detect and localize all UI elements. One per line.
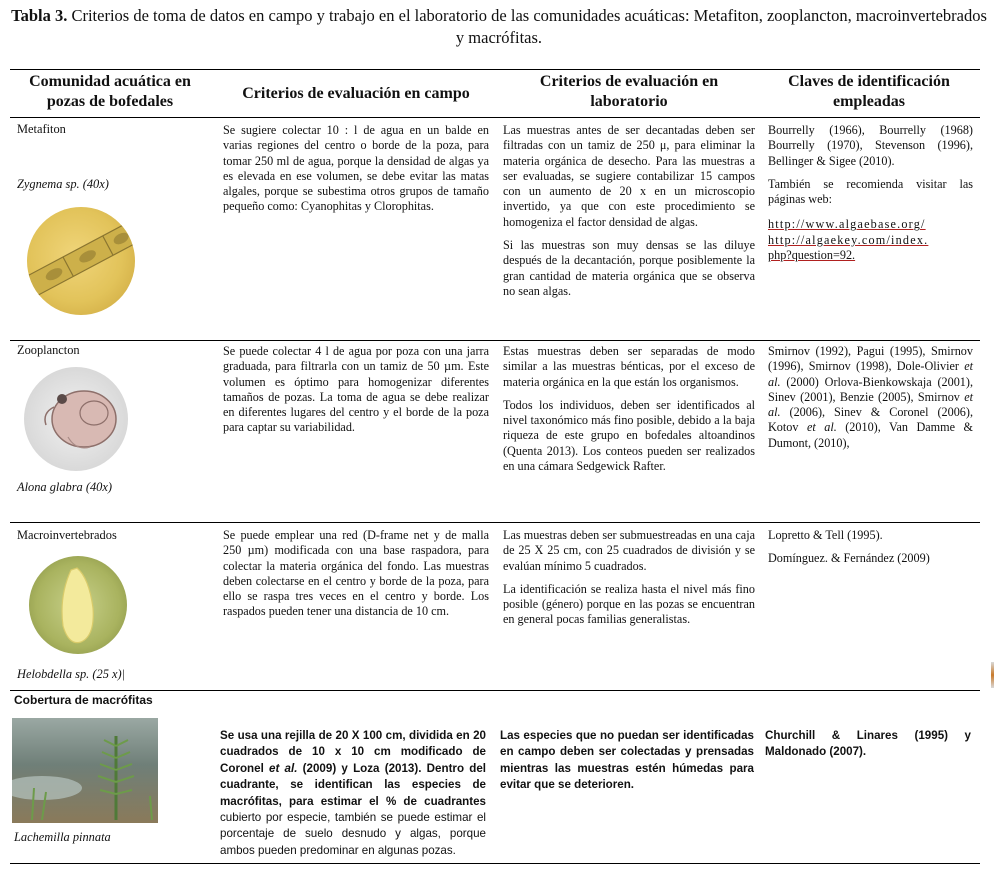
row-name-macroinvertebrados: Macroinvertebrados [17, 528, 117, 542]
zooplancton-claves-part-b: (2000) Orlova-Bienkowskaja (2001), Sinev (2001), Benzie (2005), Smirnov [768, 374, 973, 404]
zooplancton-laboratorio [503, 344, 755, 482]
et-al-1: et al. [768, 359, 973, 389]
macro-claves-p2: Domínguez. & Fernández (2009) [768, 551, 930, 566]
caption-text: Criterios de toma de datos en campo y trabajo en el laboratorio de las comunidades acuáticas: Metafiton, zooplancton, macroinvertebrados y macrófitas. [71, 6, 987, 47]
zooplancton-lab-p1: Estas muestras deben ser separadas de modo similar a las muestras bénticas, por el exceso de materia orgánica en la que están los organismos. [503, 344, 755, 389]
image-caption-helobdella: Helobdella sp. (25 x)| [17, 667, 126, 681]
zooplancton-lab-p2: Todos los individuos, deben ser identificados al nivel taxonómico más fino posible, debido a la baja riqueza de este grupo en bofedales altoandinos (Quenta 2013). Los conteos pueden ser realizados en una cámara Sedgewick Rafter. [503, 397, 755, 474]
row-rule-1 [10, 340, 980, 341]
image-caption-lachemilla: Lachemilla pinnata [14, 830, 111, 844]
header-laboratorio: Criterios de evaluación en laboratorio [539, 73, 719, 110]
caption-label: Tabla 3. [11, 6, 68, 25]
helobdella-illustration [29, 556, 127, 654]
helobdella-photo [29, 556, 127, 654]
alona-photo [24, 367, 128, 471]
macro-claves-p1: Lopretto & Tell (1995). [768, 528, 883, 542]
header-comunidad: Comunidad acuática en pozas de bofedales [29, 73, 191, 110]
zooplancton-campo: Se puede colectar 4 l de agua por poza con una jarra graduada, para filtrarla con un tamiz de 50 µm. Este volumen es óptimo para homogenizar diferentes tamaños de pozas. La toma de agua se debe realizar en diferentes lugares del centro y el borde de la poza para captar su variabilidad. [223, 344, 489, 435]
macrofitas-campo-bold-a: Se usa una rejilla de 20 X 100 cm, dividida en 20 cuadrados de 10 x 10 cm modificado de Coronel [220, 729, 486, 775]
macroinvertebrados-campo: Se puede emplear una red (D-frame net y de malla 250 µm) modificada con una base raspadora, para colectar la materia orgánica del fondo. Las muestras deben colectarse en el centro y borde de la poza, para ello se raspa tres veces en el centro y borde. Los raspados pueden tener una distancia de 10 cm. [223, 528, 489, 619]
macrofitas-campo-bold-b: (2009) y Loza (2013). Dentro del cuadrante, se identifican las especies de macrófitas, para estimar el % de cuadrantes [220, 761, 486, 808]
url-algaebase[interactable]: http://www.algaebase.org/ [768, 217, 926, 232]
zooplancton-claves-part-d: (2010), Van Damme & Dumont, (2010), [768, 420, 974, 450]
metafiton-claves-p2: También se recomienda visitar las páginas web: [768, 176, 973, 207]
row-rule-2 [10, 522, 980, 523]
row-name-zooplancton: Zooplancton [17, 343, 80, 357]
macroinvertebrados-claves [768, 528, 973, 575]
metafiton-claves [768, 123, 973, 263]
header-campo: Criterios de evaluación en campo [242, 85, 470, 102]
metafiton-laboratorio [503, 123, 755, 307]
macro-lab-p1: Las muestras deben ser submuestreadas en una caja de 25 X 25 cm, con 25 cuadrados de división y se evalúan mínimo 5 cuadrados. [503, 528, 755, 573]
macrofitas-campo-normal: cubierto por especie, también se puede estimar el porcentaje de suelo desnudo y algas, porque ambos pueden predominar en algunas pozas. [220, 811, 486, 857]
macrofitas-et-al: et al. [269, 761, 298, 775]
header-rule [10, 117, 980, 118]
page-edge-marker [991, 662, 994, 688]
macrofitas-laboratorio: Las especies que no puedan ser identificadas en campo deben ser colectadas y prensadas mientras las muestras estén húmedas para evitar que se deterioren. [500, 729, 754, 792]
macro-lab-p2: La identificación se realiza hasta el nivel más fino posible (género) porque en las pozas se encuentran en general pocas familias generalistas. [503, 581, 755, 627]
lachemilla-illustration [12, 718, 158, 823]
macroinvertebrados-laboratorio [503, 528, 755, 636]
metafiton-lab-p2: Si las muestras son muy densas se las diluye después de la decantación, porque posiblemente la gran cantidad de materia orgánica que se observa no sean algas. [503, 238, 755, 298]
table-caption [10, 5, 988, 49]
header-claves: Claves de identificación empleadas [788, 73, 950, 110]
image-caption-alona: Alona glabra (40x) [17, 480, 112, 494]
zygnema-filament-illustration [27, 207, 135, 315]
metafiton-claves-p1: Bourrelly (1966), Bourrelly (1968) Bourrelly (1970), Stevenson (1996), Bellinger & Sigee (2010). [768, 123, 973, 168]
macrofitas-campo [220, 728, 486, 859]
row-name-metafiton: Metafiton [17, 122, 66, 136]
image-caption-zygnema: Zygnema sp. (40x) [17, 177, 109, 191]
zooplancton-claves [768, 344, 973, 451]
table-top-rule [10, 69, 980, 70]
macrofitas-claves: Churchill & Linares (1995) y Maldonado (2007). [765, 729, 971, 759]
et-al-3: et al. [806, 420, 837, 435]
zooplancton-claves-part-c: (2006), Sinev & Coronel (2006), Kotov [768, 405, 973, 435]
url-algaekey-query[interactable]: php?question=92. [768, 248, 856, 263]
metafiton-lab-p1: Las muestras antes de ser decantadas deben ser filtradas con un tamiz de 250 μ, para eliminar la materia orgánica de desecho. Para las muestras a ser evaluadas, se sugiere contabilizar 15 campos con un aumento de 20 x en un microscopio invertido, ya que con este procedimiento se homogeniza el factor densidad de algas. [503, 123, 755, 229]
zygnema-photo [27, 207, 135, 315]
zooplancton-claves-part-a: Smirnov (1992), Pagui (1995), Smirnov (1996), Smirnov (1998), Dole-Olivier [768, 344, 973, 374]
row-rule-3 [10, 690, 980, 691]
url-algaekey[interactable]: http://algaekey.com/index. [768, 232, 929, 247]
table-bottom-rule [10, 863, 980, 864]
metafiton-campo: Se sugiere colectar 10 : l de agua en un balde en varias regiones del centro o borde de la poza, para tomar 250 ml de agua, porque la densidad de algas ya es elevada en ese volumen, se debe evitar las matas algales, porque se subestima otros grupos de tamaño pequeño como: Cyanophitas y Clorophitas. [223, 123, 489, 214]
lachemilla-photo [12, 718, 158, 823]
alona-illustration [24, 367, 128, 471]
row-name-macrofitas: Cobertura de macrófitas [14, 693, 153, 707]
et-al-2: et al. [768, 389, 973, 420]
